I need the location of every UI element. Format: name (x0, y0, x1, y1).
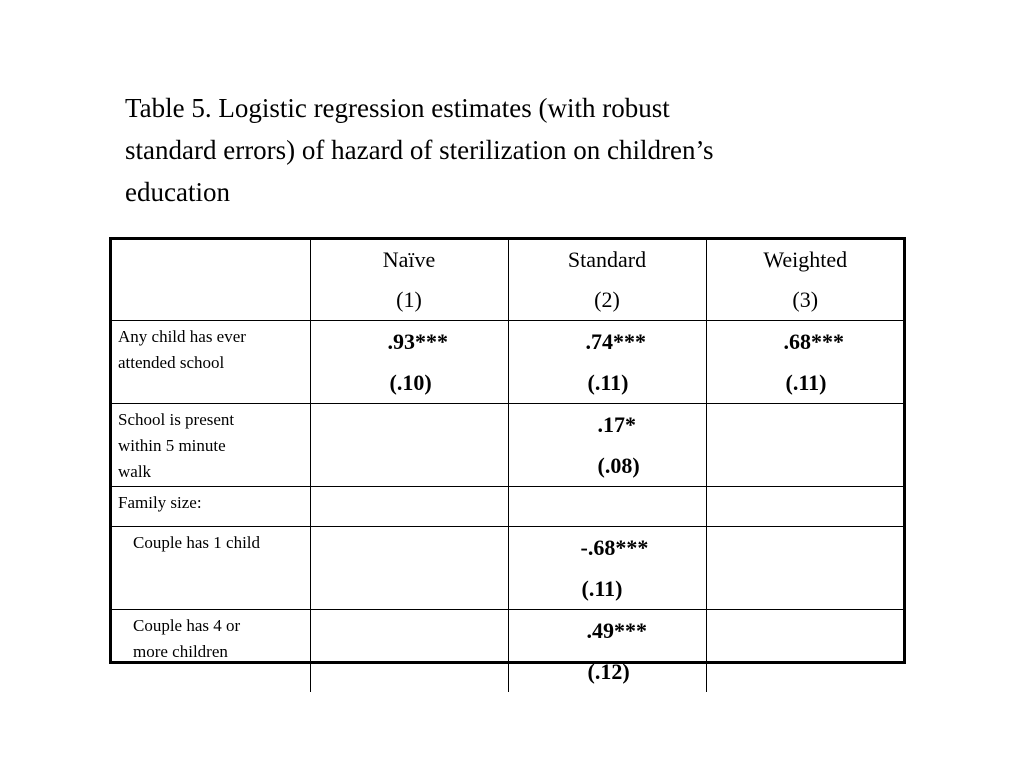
cell-standard-one-child (508, 527, 706, 610)
row-label-line: attended school (118, 353, 225, 372)
row-label-line: more children (133, 642, 228, 661)
estimate-value: .68*** (783, 329, 844, 354)
cell-naive-family-size (310, 487, 508, 527)
header-naive-number: (1) (396, 287, 422, 312)
title-line-2: standard errors) of hazard of sterilization on children’s (125, 135, 714, 165)
title-line-3: education (125, 177, 230, 207)
cell-weighted-four-children (706, 610, 904, 693)
table-row-one-child (112, 527, 904, 610)
estimate-value: -.68*** (580, 535, 649, 560)
table-row-family-size (112, 487, 904, 527)
row-label-line: School is present (118, 410, 235, 429)
row-label-line: within 5 minute (118, 436, 226, 455)
row-label-line: Any child has ever (118, 327, 246, 346)
header-weighted-name: Weighted (763, 247, 848, 272)
standard-error-value: (.08) (597, 453, 640, 478)
estimate-value: .93*** (387, 329, 448, 354)
table-header-row (112, 240, 904, 321)
table-row-school-present (112, 404, 904, 487)
estimate-value: .74*** (585, 329, 646, 354)
standard-error-value: (.11) (581, 576, 623, 601)
estimate-value: .17* (597, 412, 636, 437)
header-standard-number: (2) (594, 287, 620, 312)
cell-standard-four-children (508, 610, 706, 693)
row-label-line: Couple has 4 or (133, 616, 241, 635)
header-standard-name: Standard (567, 247, 647, 272)
standard-error-value: (.10) (389, 370, 432, 395)
header-weighted (706, 240, 904, 321)
title-line-1: Table 5. Logistic regression estimates (with robust (125, 93, 670, 123)
cell-naive-any-child (310, 321, 508, 404)
cell-naive-four-children (310, 610, 508, 693)
row-label-line: Couple has 1 child (133, 533, 261, 552)
cell-weighted-one-child (706, 527, 904, 610)
row-label-any-child-attended (112, 321, 310, 404)
cell-standard-any-child (508, 321, 706, 404)
header-naive (310, 240, 508, 321)
row-label-four-children (112, 610, 310, 693)
standard-error-value: (.11) (785, 370, 827, 395)
row-label-family-size (112, 487, 310, 527)
row-label-school-present (112, 404, 310, 487)
cell-weighted-school-present (706, 404, 904, 487)
standard-error-value: (.11) (587, 370, 629, 395)
cell-weighted-any-child (706, 321, 904, 404)
table-title (125, 87, 925, 213)
table-row-four-children (112, 610, 904, 693)
estimate-value: .49*** (586, 618, 647, 643)
header-standard (508, 240, 706, 321)
header-empty-cell (112, 240, 310, 321)
row-label-line: Family size: (118, 493, 202, 512)
header-naive-name: Naïve (382, 247, 436, 272)
cell-weighted-family-size (706, 487, 904, 527)
regression-table-grid (112, 240, 904, 692)
header-weighted-number: (3) (792, 287, 819, 312)
regression-table (109, 237, 906, 684)
row-label-line: walk (118, 462, 152, 481)
standard-error-value: (.12) (587, 659, 630, 684)
cell-naive-one-child (310, 527, 508, 610)
cell-standard-family-size (508, 487, 706, 527)
row-label-one-child (112, 527, 310, 610)
cell-standard-school-present (508, 404, 706, 487)
cell-naive-school-present (310, 404, 508, 487)
table-row-any-child-attended (112, 321, 904, 404)
